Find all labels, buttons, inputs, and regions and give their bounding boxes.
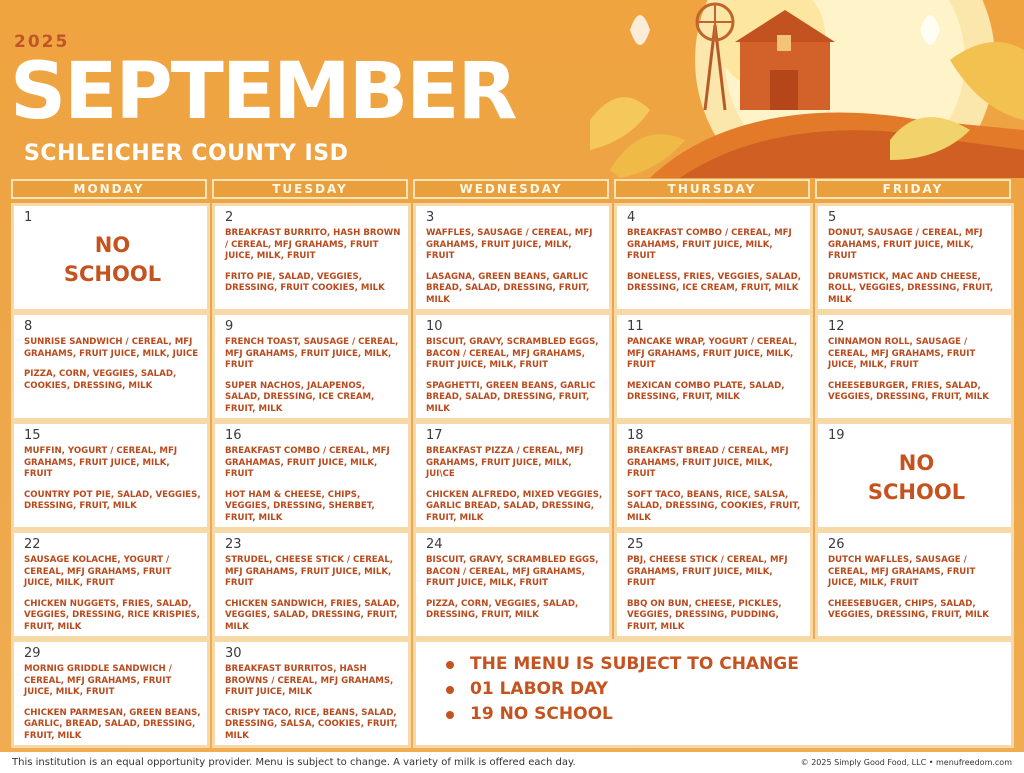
day-cell (413, 203, 612, 312)
lunch-menu: PIZZA, CORN, VEGGIES, SALAD, COOKIES, DRESSING, MILK (24, 369, 177, 391)
lunch-menu: SOFT TACO, BEANS, RICE, SALSA, SALAD, DRESSING, COOKIES, FRUIT, MILK (627, 489, 801, 523)
note-item: 19 NO SCHOOL (446, 702, 1011, 727)
breakfast-menu: SUNRISE SANDWICH / CEREAL, MFJ GRAHAMS, FRUIT JUICE, MILK, JUICE (24, 337, 199, 359)
breakfast-menu: STRUDEL, CHEESE STICK / CEREAL, MFJ GRAHAMS, FRUIT JUICE, MILK, FRUIT (225, 555, 394, 588)
lunch-menu: FRITO PIE, SALAD, VEGGIES, DRESSING, FRUIT COOKIES, MILK (225, 271, 385, 293)
day-number: 25 (627, 537, 644, 552)
day-number: 9 (225, 319, 234, 334)
lunch-menu: LASAGNA, GREEN BEANS, GARLIC BREAD, SALAD, DRESSING, FRUIT, MILK (426, 271, 590, 305)
day-number: 16 (225, 428, 242, 443)
breakfast-menu: WAFFLES, SAUSAGE / CEREAL, MFJ GRAHAMS, FRUIT JUICE, MILK, FRUIT (426, 228, 593, 261)
day-cell (614, 421, 813, 530)
breakfast-menu: SAUSAGE KOLACHE, YOGURT / CEREAL, MFJ GRAHAMS, FRUIT JUICE, MILK, FRUIT (24, 555, 172, 588)
day-number: 10 (426, 319, 443, 334)
day-cell (11, 530, 210, 639)
day-cell (614, 530, 813, 639)
day-cell (413, 530, 612, 639)
no-school-notice (24, 231, 201, 289)
day-number: 22 (24, 537, 41, 552)
breakfast-menu: CINNAMON ROLL, SAUSAGE / CEREAL, MFJ GRAHAMS, FRUIT JUICE, MILK, FRUIT (828, 337, 976, 370)
lunch-menu: BONELESS, FRIES, VEGGIES, SALAD, DRESSING, ICE CREAM, FRUIT, MILK (627, 271, 802, 293)
day-cell (11, 312, 210, 421)
day-number: 2 (225, 210, 234, 225)
day-header-wednesday: WEDNESDAY (413, 179, 609, 199)
day-number: 19 (828, 428, 845, 443)
day-number: 18 (627, 428, 644, 443)
footer-disclaimer: This institution is an equal opportunity provider. Menu is subject to change. A variety of milk is offered each day. (12, 757, 576, 768)
school-name: SCHLEICHER COUNTY ISD (24, 141, 349, 166)
day-number: 24 (426, 537, 443, 552)
no-school-line: SCHOOL (63, 262, 162, 286)
note-item: THE MENU IS SUBJECT TO CHANGE (446, 652, 1011, 677)
no-school-line: NO (94, 233, 131, 257)
day-number: 15 (24, 428, 41, 443)
day-cell (614, 312, 813, 421)
day-header-friday: FRIDAY (815, 179, 1011, 199)
day-cell (614, 203, 813, 312)
breakfast-menu: BREAKFAST BURRITO, HASH BROWN / CEREAL, MFJ GRAHAMS, FRUIT JUICE, MILK, FRUIT (225, 228, 401, 261)
breakfast-menu: FRENCH TOAST, SAUSAGE / CEREAL, MFJ GRAHAMS, FRUIT JUICE, MILK, FRUIT (225, 337, 399, 370)
lunch-menu: CHEESEBUGER, CHIPS, SALAD, VEGGIES, DRESSING, FRUIT, MILK (828, 598, 989, 620)
day-cell (815, 421, 1014, 530)
day-number: 26 (828, 537, 845, 552)
weekday-header-row (11, 179, 1014, 199)
lunch-menu: CRISPY TACO, RICE, BEANS, SALAD, DRESSING, SALSA, COOKIES, FRUIT, MILK (225, 707, 398, 741)
breakfast-menu: BISCUIT, GRAVY, SCRAMBLED EGGS, BACON / CEREAL, MFJ GRAHAMS, FRUIT JUICE, MILK, FRUIT (426, 555, 599, 588)
day-cell (212, 203, 411, 312)
note-item: 01 LABOR DAY (446, 677, 1011, 702)
lunch-menu: CHEESEBURGER, FRIES, SALAD, VEGGIES, DRESSING, FRUIT, MILK (828, 380, 989, 402)
day-number: 23 (225, 537, 242, 552)
breakfast-menu: PBJ, CHEESE STICK / CEREAL, MFJ GRAHAMS, FRUIT JUICE, MILK, FRUIT (627, 555, 788, 588)
footer (0, 752, 1024, 773)
day-header-thursday: THURSDAY (614, 179, 810, 199)
lunch-menu: COUNTRY POT PIE, SALAD, VEGGIES, DRESSING, FRUIT, MILK (24, 489, 201, 511)
day-number: 8 (24, 319, 33, 334)
day-number: 17 (426, 428, 443, 443)
breakfast-menu: DONUT, SAUSAGE / CEREAL, MFJ GRAHAMS, FRUIT JUICE, MILK, FRUIT (828, 228, 983, 261)
day-number: 1 (24, 210, 33, 225)
no-school-line: SCHOOL (867, 480, 966, 504)
lunch-menu: MEXICAN COMBO PLATE, SALAD, DRESSING, FRUIT, MILK (627, 380, 785, 402)
day-cell (11, 203, 210, 312)
breakfast-menu: BISCUIT, GRAVY, SCRAMBLED EGGS, BACON / CEREAL, MFJ GRAHAMS, FRUIT JUICE, MILK, FRUIT (426, 337, 599, 370)
lunch-menu: CHICKEN SANDWICH, FRIES, SALAD, VEGGIES, SALAD, DRESSING, FRUIT, MILK (225, 598, 400, 632)
breakfast-menu: BREAKFAST COMBO / CEREAL, MFJ GRAHAMS, FRUIT JUICE, MILK, FRUIT (627, 228, 792, 261)
calendar-grid (11, 203, 1014, 748)
day-number: 4 (627, 210, 636, 225)
day-cell (413, 421, 612, 530)
day-number: 5 (828, 210, 837, 225)
day-cell (212, 421, 411, 530)
breakfast-menu: BREAKFAST COMBO / CEREAL, MFJ GRAHAMAS, FRUIT JUICE, MILK, FRUIT (225, 446, 390, 479)
day-header-monday: MONDAY (11, 179, 207, 199)
lunch-menu: CHICKEN PARMESAN, GREEN BEANS, GARLIC, BREAD, SALAD, DRESSING, FRUIT, MILK (24, 707, 201, 741)
footer-copyright: © 2025 Simply Good Food, LLC • menufreedom.com (800, 758, 1012, 767)
lunch-menu: SPAGHETTI, GREEN BEANS, GARLIC BREAD, SALAD, DRESSING, FRUIT, MILK (426, 380, 596, 414)
lunch-menu: HOT HAM & CHEESE, CHIPS, VEGGIES, DRESSING, SHERBET, FRUIT, MILK (225, 489, 375, 523)
no-school-line: NO (898, 451, 935, 475)
lunch-menu: SUPER NACHOS, JALAPENOS, SALAD, DRESSING, ICE CREAM, FRUIT, MILK (225, 380, 375, 414)
day-cell (212, 312, 411, 421)
year-label: 2025 (14, 32, 70, 52)
day-number: 12 (828, 319, 845, 334)
day-cell (11, 421, 210, 530)
lunch-menu: BBQ ON BUN, CHEESE, PICKLES, VEGGIES, DRESSING, PUDDING, FRUIT, MILK (627, 598, 782, 632)
breakfast-menu: PANCAKE WRAP, YOGURT / CEREAL, MFJ GRAHAMS, FRUIT JUICE, MILK, FRUIT (627, 337, 798, 370)
breakfast-menu: DUTCH WAFLLES, SAUSAGE / CEREAL, MFJ GRAHAMS, FRUIT JUICE, MILK, FRUIT (828, 555, 976, 588)
breakfast-menu: MUFFIN, YOGURT / CEREAL, MFJ GRAHAMS, FRUIT JUICE, MILK, FRUIT (24, 446, 178, 479)
day-header-tuesday: TUESDAY (212, 179, 408, 199)
notes-list (446, 652, 1011, 727)
lunch-menu: CHICKEN NUGGETS, FRIES, SALAD, VEGGIES, DRESSING, RICE KRISPIES, FRUIT, MILK (24, 598, 200, 632)
breakfast-menu: BREAKFAST BURRITOS, HASH BROWNS / CEREAL, MFJ GRAHAMS, FRUIT JUICE, MILK (225, 664, 394, 697)
day-cell (212, 530, 411, 639)
day-cell (413, 312, 612, 421)
day-cell (815, 203, 1014, 312)
month-title: SEPTEMBER (10, 47, 516, 137)
no-school-notice (828, 449, 1005, 507)
day-number: 29 (24, 646, 41, 661)
notes-panel (413, 639, 1014, 748)
day-cell (815, 530, 1014, 639)
day-number: 30 (225, 646, 242, 661)
day-number: 11 (627, 319, 644, 334)
lunch-menu: PIZZA, CORN, VEGGIES, SALAD, DRESSING, FRUIT, MILK (426, 598, 579, 620)
farm-illustration (590, 0, 1024, 178)
lunch-menu: CHICKEN ALFREDO, MIXED VEGGIES, GARLIC BREAD, SALAD, DRESSING, FRUIT, MILK (426, 489, 603, 523)
day-number: 3 (426, 210, 435, 225)
day-cell (815, 312, 1014, 421)
day-cell (11, 639, 210, 748)
lunch-menu: DRUMSTICK, MAC AND CHEESE, ROLL, VEGGIES, DRESSING, FRUIT, MILK (828, 271, 994, 305)
breakfast-menu: BREAKFAST PIZZA / CEREAL, MFJ GRAHAMS, FRUIT JUICE, MILK, JUI\CE (426, 446, 584, 479)
breakfast-menu: BREAKFAST BREAD / CEREAL, MFJ GRAHAMS, FRUIT JUICE, MILK, FRUIT (627, 446, 789, 479)
day-cell (212, 639, 411, 748)
breakfast-menu: MORNIG GRIDDLE SANDWICH / CEREAL, MFJ GRAHAMS, FRUIT JUICE, MILK, FRUIT (24, 664, 172, 697)
